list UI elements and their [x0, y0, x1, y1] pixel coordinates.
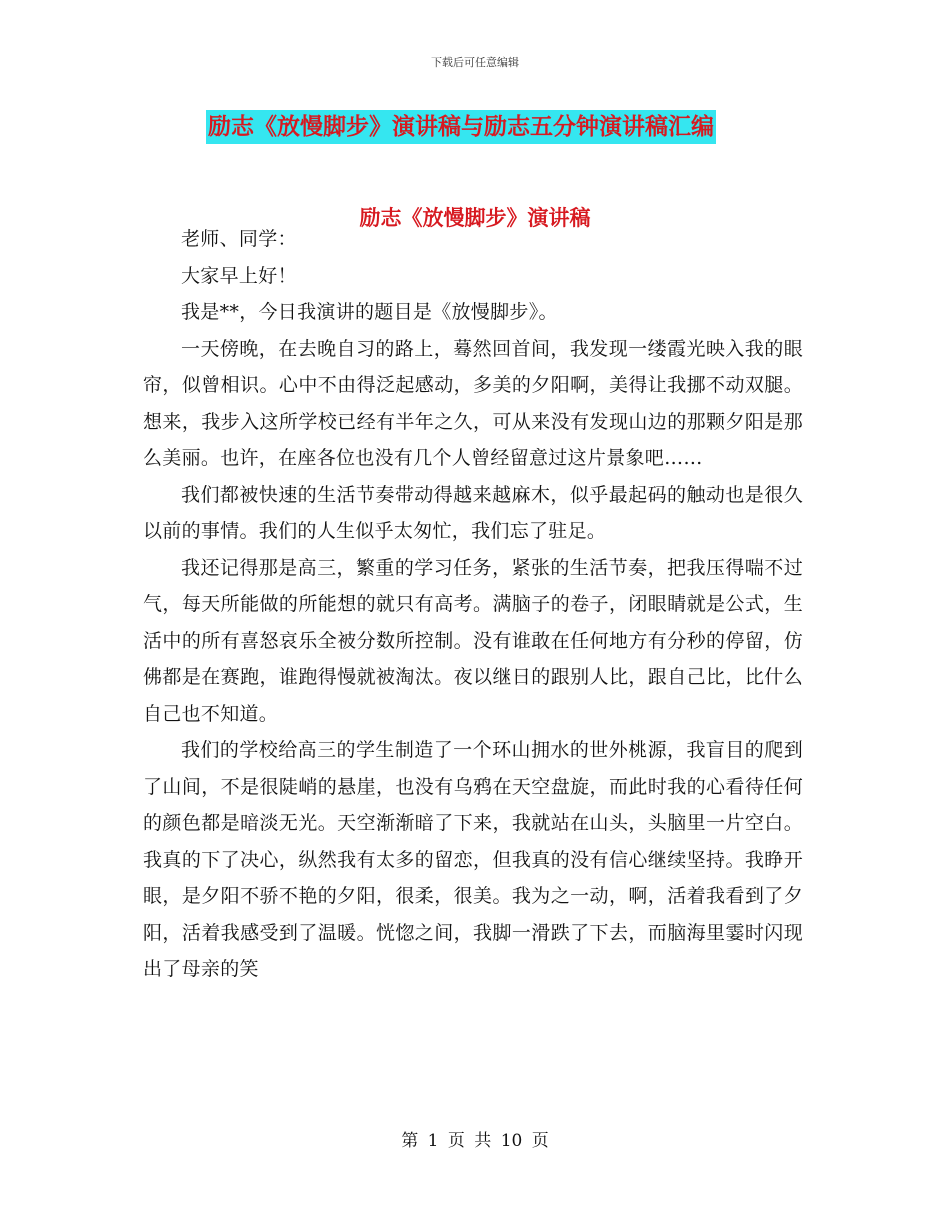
paragraph-numb: 我们都被快速的生活节奏带动得越来越麻木，似乎最起码的触动也是很久以前的事情。我们的人生似乎太匆忙，我们忘了驻足。 — [143, 483, 803, 542]
header-note: 下载后可任意编辑 — [431, 56, 519, 69]
document-main-title: 励志《放慢脚步》演讲稿与励志五分钟演讲稿汇编 — [206, 110, 716, 144]
page-number-footer: 第 1 页 共 10 页 — [401, 1131, 549, 1151]
document-body — [143, 221, 803, 988]
paragraph-greeting: 老师、同学： — [181, 228, 297, 250]
paragraph-intro: 我是**，今日我演讲的题目是《放慢脚步》。 — [181, 301, 558, 323]
paragraph-senior-year: 我还记得那是高三，繁重的学习任务，紧张的生活节奏，把我压得喘不过气，每天所能做的所能想的就只有高考。满脑子的卷子，闭眼睛就是公式，生活中的所有喜怒哀乐全被分数所控制。没有谁敢在任何地方有分秒的停留，仿佛都是在赛跑，谁跑得慢就被淘汰。夜以继日的跟别人比，跟自己比，比什么自己也不知道。 — [143, 556, 803, 725]
paragraph-sunset: 一天傍晚，在去晚自习的路上，蓦然回首间，我发现一缕霞光映入我的眼帘，似曾相识。心中不由得泛起感动，多美的夕阳啊，美得让我挪不动双腿。想来，我步入这所学校已经有半年之久，可从来没有发现山边的那颗夕阳是那么美丽。也许，在座各位也没有几个人曾经留意过这片景象吧…… — [143, 337, 803, 469]
paragraph-mountain: 我们的学校给高三的学生制造了一个环山拥水的世外桃源，我盲目的爬到了山间，不是很陡峭的悬崖，也没有乌鸦在天空盘旋，而此时我的心看待任何的颜色都是暗淡无光。天空渐渐暗了下来，我就站在山头，头脑里一片空白。我真的下了决心，纵然我有太多的留恋，但我真的没有信心继续坚持。我睁开眼，是夕阳不骄不艳的夕阳，很柔，很美。我为之一动，啊，活着我看到了夕阳，活着我感受到了温暖。恍惚之间，我脚一滑跌了下去，而脑海里霎时闪现出了母亲的笑 — [143, 739, 803, 980]
paragraph-morning: 大家早上好！ — [181, 264, 297, 287]
document-sub-title: 励志《放慢脚步》演讲稿 — [359, 205, 591, 230]
